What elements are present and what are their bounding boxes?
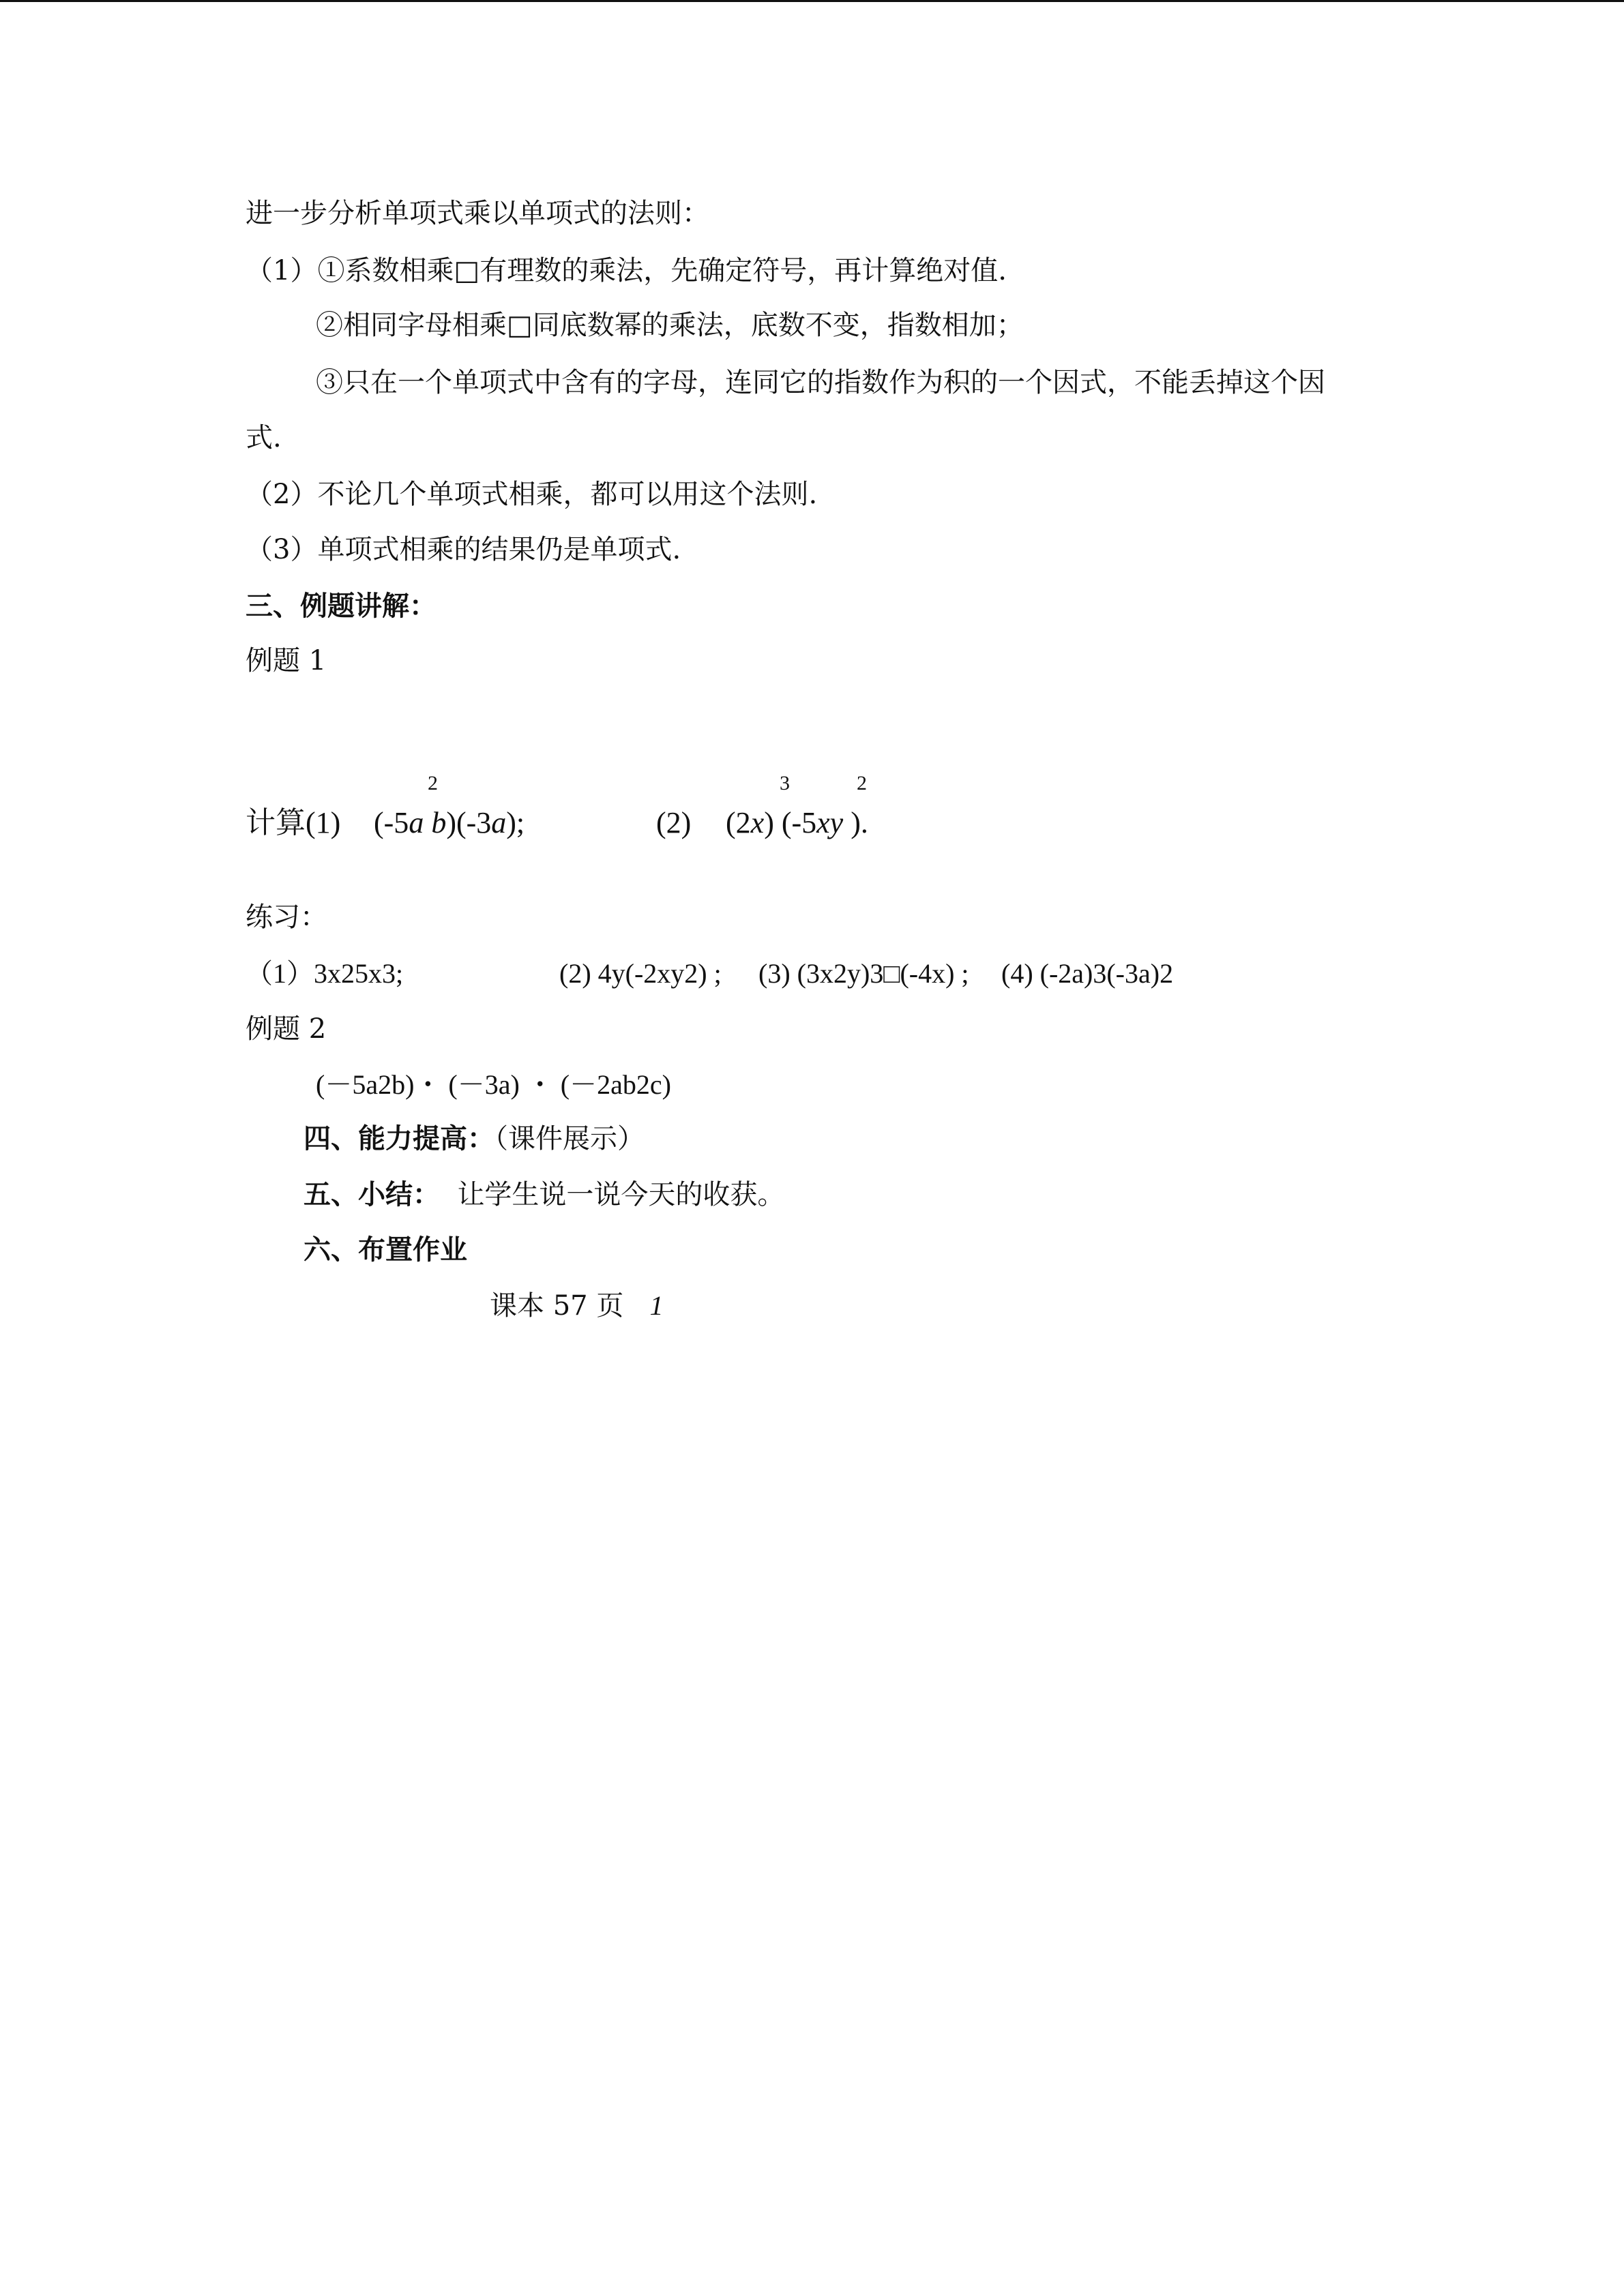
rule-3: （3）单项式相乘的结果仍是单项式. (246, 534, 681, 565)
expr1-mid: )(-3 (446, 806, 492, 839)
practice-item-1: （1）3x25x3; (246, 958, 404, 989)
rule-1-single-letters-cont: 式. (246, 422, 282, 453)
practice-item-3: (3) (3x2y)3□(-4x) ; (758, 958, 969, 989)
expr1-exponent: 2 (428, 772, 438, 794)
section-3-heading: 三、例题讲解： (246, 590, 437, 622)
page-top-border (0, 0, 1624, 2)
expr2-close1: ) (764, 806, 774, 839)
expr1-var-a: a (409, 806, 424, 839)
rule-2: （2）不论几个单项式相乘，都可以用这个法则. (246, 479, 818, 510)
homework-text: 课本 57 页 (490, 1290, 624, 1322)
calc-label: 计算(1) (246, 806, 341, 839)
rule-1-single-letters: ③只在一个单项式中含有的字母，连同它的指数作为积的一个因式，不能丢掉这个因 (316, 367, 1325, 398)
example-1-label: 例题 1 (246, 645, 327, 676)
section-4-note: （课件展示） (494, 1123, 645, 1154)
expr2-exponent-1: 3 (780, 772, 790, 794)
homework-assignment (490, 1289, 663, 1323)
section-6-heading: 六、布置作业 (304, 1234, 467, 1266)
expr2-close2: ). (851, 806, 868, 839)
section-5 (304, 1178, 784, 1212)
rule-1-same-letters: ②相同字母相乘□同底数幂的乘法，底数不变，指数相加； (316, 310, 1024, 341)
example-2-expression: (－5a2b)・ (－3a) ・ (－2ab2c) (316, 1069, 671, 1100)
expr2-open2: (-5 (781, 806, 817, 839)
expr1-close: ); (506, 806, 525, 839)
expr2-var-xy: xy (816, 806, 844, 839)
practice-item-4: (4) (-2a)3(-3a)2 (1001, 958, 1174, 989)
expr2-exponent-2: 2 (857, 772, 867, 794)
section-4-heading: 四、能力提高： (304, 1122, 494, 1154)
rule-1-coefficient: （1）①系数相乘□有理数的乘法，先确定符号，再计算绝对值. (246, 255, 1007, 286)
expr1-var-b: b (431, 806, 447, 839)
section-5-heading: 五、小结： (304, 1178, 440, 1210)
expression-2 (726, 805, 868, 841)
practice-label: 练习： (246, 901, 327, 933)
section-5-text: 让学生说一说今天的收获。 (457, 1179, 785, 1210)
expr2-open: (2 (726, 806, 751, 839)
expr1-open: (-5 (374, 806, 409, 839)
section-4 (304, 1122, 645, 1156)
example-2-label: 例题 2 (246, 1013, 327, 1045)
practice-item-2: (2) 4y(-2xy2) ; (559, 958, 722, 989)
expression-1 (374, 805, 525, 841)
expression-2-label: (2) (656, 806, 692, 839)
analysis-heading: 进一步分析单项式乘以单项式的法则： (246, 198, 709, 229)
expr2-var-x: x (750, 806, 765, 839)
homework-number: 1 (649, 1290, 664, 1321)
expr1-var-a2: a (491, 806, 507, 839)
